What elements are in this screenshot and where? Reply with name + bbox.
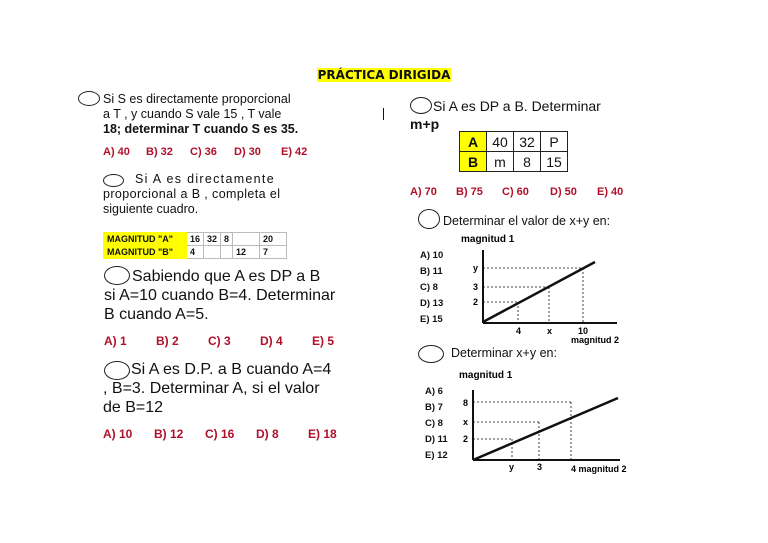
q4-line3: de B=12 bbox=[103, 399, 164, 416]
q7-proportional-line bbox=[473, 398, 618, 460]
table-cell: MAGNITUD "A" bbox=[104, 233, 187, 246]
q1-options bbox=[103, 146, 321, 158]
q1-line1: Si S es directamente proporcional bbox=[103, 92, 291, 106]
answer-bubble-icon[interactable] bbox=[418, 345, 444, 363]
question-3 bbox=[104, 267, 344, 324]
question-4 bbox=[103, 360, 348, 417]
question-2 bbox=[103, 172, 308, 217]
table-cell: 32 bbox=[204, 233, 221, 246]
q7-x-tick: y bbox=[509, 462, 515, 472]
table-cell: MAGNITUD "B" bbox=[104, 246, 187, 259]
table-row bbox=[104, 246, 287, 259]
answer-bubble-icon[interactable] bbox=[418, 209, 440, 229]
q6-graph bbox=[455, 230, 630, 348]
table-cell: m bbox=[487, 152, 514, 172]
table-cell: 7 bbox=[260, 246, 287, 259]
q6-option-c[interactable]: C) 8 bbox=[420, 282, 438, 293]
q6-x-tick: x bbox=[547, 326, 553, 336]
q6-option-a[interactable]: A) 10 bbox=[420, 250, 444, 261]
q2-magnitude-table bbox=[103, 232, 287, 259]
q7-y-tick: x bbox=[463, 417, 469, 427]
q4-option-c[interactable]: C) 16 bbox=[205, 427, 235, 441]
q5-options bbox=[410, 186, 632, 198]
table-cell: 8 bbox=[221, 233, 233, 246]
q6-y-tick: y bbox=[473, 263, 479, 273]
q7-option-e[interactable]: E) 12 bbox=[425, 450, 448, 461]
q2-line1: Si A es directamente bbox=[135, 172, 275, 186]
question-1 bbox=[103, 92, 318, 137]
q3-line3: B cuando A=5. bbox=[104, 306, 209, 323]
q1-line2: a T , y cuando S vale 15 , T vale bbox=[103, 107, 282, 121]
table-cell: 32 bbox=[514, 132, 541, 152]
q3-line1: Sabiendo que A es DP a B bbox=[132, 268, 321, 285]
table-row bbox=[104, 233, 287, 246]
q7-option-c[interactable]: C) 8 bbox=[425, 418, 443, 429]
q4-option-b[interactable]: B) 12 bbox=[154, 427, 184, 441]
q6-prompt: Determinar el valor de x+y en: bbox=[443, 214, 611, 228]
q3-option-e[interactable]: E) 5 bbox=[312, 334, 335, 348]
table-cell: B bbox=[460, 152, 487, 172]
table-cell: 40 bbox=[487, 132, 514, 152]
answer-bubble-icon[interactable] bbox=[78, 91, 100, 106]
question-5 bbox=[410, 97, 635, 133]
q6-option-e[interactable]: E) 15 bbox=[420, 314, 443, 325]
table-cell: 15 bbox=[541, 152, 568, 172]
q7-prompt: Determinar x+y en: bbox=[451, 346, 557, 360]
q1-option-e[interactable]: E) 42 bbox=[281, 146, 308, 158]
q4-options bbox=[103, 427, 348, 441]
q5-option-e[interactable]: E) 40 bbox=[597, 186, 624, 198]
q7-y-tick: 2 bbox=[463, 434, 469, 444]
table-cell: 16 bbox=[187, 233, 204, 246]
q6-y-tick: 3 bbox=[473, 282, 479, 292]
q7-option-a[interactable]: A) 6 bbox=[425, 386, 443, 397]
text-cursor bbox=[383, 108, 384, 120]
q6-radio[interactable] bbox=[418, 209, 440, 229]
q3-option-c[interactable]: C) 3 bbox=[208, 334, 231, 348]
q6-x-axis-label: magnitud 2 bbox=[571, 335, 620, 345]
q7-radio[interactable] bbox=[418, 345, 444, 363]
q1-option-b[interactable]: B) 32 bbox=[146, 146, 173, 158]
q5-option-c[interactable]: C) 60 bbox=[502, 186, 529, 198]
q3-option-b[interactable]: B) 2 bbox=[156, 334, 179, 348]
q6-option-b[interactable]: B) 11 bbox=[420, 266, 443, 277]
table-cell: 12 bbox=[233, 246, 260, 259]
q4-option-d[interactable]: D) 8 bbox=[256, 427, 279, 441]
table-cell: 20 bbox=[260, 233, 287, 246]
q5-option-b[interactable]: B) 75 bbox=[456, 186, 483, 198]
q1-line3: 18; determinar T cuando S es 35. bbox=[103, 122, 299, 136]
q1-radio[interactable] bbox=[78, 90, 100, 108]
q7-y-axis-label: magnitud 1 bbox=[459, 370, 513, 381]
q7-y-tick: 8 bbox=[463, 398, 469, 408]
table-cell: P bbox=[541, 132, 568, 152]
q7-option-b[interactable]: B) 7 bbox=[425, 402, 443, 413]
q7-x-axis-label: 4 magnitud 2 bbox=[571, 464, 627, 474]
q7-option-d[interactable]: D) 11 bbox=[425, 434, 448, 445]
q2-line3: siguiente cuadro. bbox=[103, 202, 199, 216]
q6-y-axis-label: magnitud 1 bbox=[461, 234, 515, 245]
q5-table bbox=[459, 131, 568, 172]
table-cell[interactable] bbox=[233, 233, 260, 246]
q6-options bbox=[420, 248, 443, 328]
table-cell: A bbox=[460, 132, 487, 152]
q5-line1: Si A es DP a B. Determinar bbox=[433, 98, 601, 114]
q4-line1: Si A es D.P. a B cuando A=4 bbox=[131, 361, 332, 378]
q6-x-tick: 4 bbox=[516, 326, 522, 336]
q3-options bbox=[104, 334, 352, 348]
q6-option-d[interactable]: D) 13 bbox=[420, 298, 444, 309]
q3-option-a[interactable]: A) 1 bbox=[104, 334, 127, 348]
q1-option-d[interactable]: D) 30 bbox=[234, 146, 261, 158]
q6-y-tick: 2 bbox=[473, 297, 479, 307]
q3-line2: si A=10 cuando B=4. Determinar bbox=[104, 287, 336, 304]
q6-proportional-line bbox=[483, 262, 595, 322]
q1-option-a[interactable]: A) 40 bbox=[103, 146, 130, 158]
page-title: PRÁCTICA DIRIGIDA bbox=[317, 68, 451, 82]
table-cell[interactable] bbox=[204, 246, 221, 259]
q7-x-tick: 3 bbox=[537, 462, 543, 472]
q7-graph bbox=[455, 366, 635, 476]
table-cell: 4 bbox=[187, 246, 204, 259]
q7-options bbox=[425, 384, 448, 464]
q5-line2: m+p bbox=[410, 116, 440, 132]
q6-x-tick: 10 bbox=[578, 326, 589, 336]
table-cell: 8 bbox=[514, 152, 541, 172]
q4-line2: , B=3. Determinar A, si el valor bbox=[103, 380, 320, 397]
q4-option-e[interactable]: E) 18 bbox=[308, 427, 337, 441]
q1-option-c[interactable]: C) 36 bbox=[190, 146, 217, 158]
q5-option-d[interactable]: D) 50 bbox=[550, 186, 577, 198]
table-cell[interactable] bbox=[221, 246, 233, 259]
table-row bbox=[460, 152, 568, 172]
q4-option-a[interactable]: A) 10 bbox=[103, 427, 133, 441]
q3-option-d[interactable]: D) 4 bbox=[260, 334, 283, 348]
q2-line2: proporcional a B , completa el bbox=[103, 187, 281, 201]
q5-option-a[interactable]: A) 70 bbox=[410, 186, 437, 198]
table-row bbox=[460, 132, 568, 152]
